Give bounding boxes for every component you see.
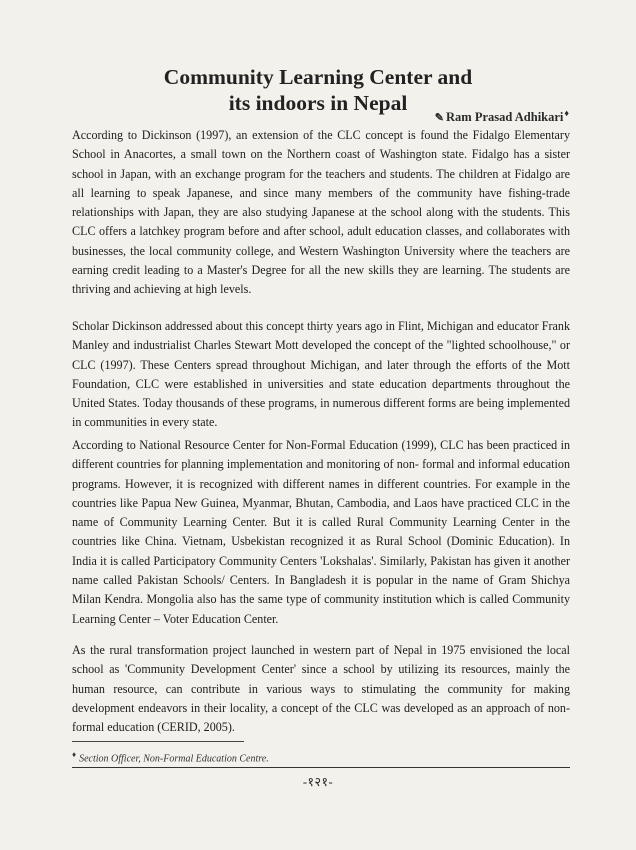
title-line-1: Community Learning Center and xyxy=(163,65,473,90)
page-number: -१२१- xyxy=(302,775,334,789)
title-line-2: its indoors in Nepal xyxy=(228,91,408,116)
paragraph-3: According to National Resource Center for Non-Formal Education (1999), CLC has been practiced in different countries for planning implementation and monitoring of non- formal and informal education programs. However, it is recognized with different names in different countries. For example in the countries like Papua New Guinea, Myanmar, Bhutan, Cambodia, and Laos have practiced CLC in the name of Community Learning Center. But it is called Rural Community Learning Center in the countries like China. Vietnam, Usbekistan recognized it as Rural School (Dominic Education). In India it is called Participatory Community Centers 'Lokshalas'. Similarly, Pakistan has given it another name called Pakistan Schools/ Centers. In Bangladesh it is popular in the name of Gram Shichya Milan Kendra. Mongolia also has the same type of community institution which is called Community Learning Center – Voter Education Center. xyxy=(72,438,570,626)
paragraph-4: As the rural transformation project launched in western part of Nepal in 1975 envisioned the local school as 'Community Development Center' since a school by utilizing its resources, mainly the human resource, can contribute in various ways to stimulating the community for making development endeavors in their locality, a concept of the CLC was developed as an approach of non-formal education (CERID, 2005). xyxy=(72,643,570,735)
footnote xyxy=(72,750,269,764)
page-bottom-rule xyxy=(72,767,570,768)
author-name: Ram Prasad Adhikari xyxy=(446,110,564,125)
paragraph-2: Scholar Dickinson addressed about this concept thirty years ago in Flint, Michigan and educator Frank Manley and industrialist Charles Stewart Mott developed the concept of the "lighted schoolhouse," or CLC (1997). These Centers spread throughout Michigan, and later through the efforts of the Mott Foundation, CLC were established in universities and state education departments throughout the United States. Today thousands of these programs, in numerous different forms are being implemented in communities in every state. xyxy=(72,319,570,430)
footnote-symbol: ♦ xyxy=(72,750,77,759)
footnote-divider xyxy=(72,741,244,742)
author-footnote-marker: ♦ xyxy=(564,108,569,118)
footnote-text: Section Officer, Non-Formal Education Centre. xyxy=(79,753,269,765)
paragraph-1: According to Dickinson (1997), an extension of the CLC concept is found the Fidalgo Elementary School in Anacortes, a small town on the Northern coast of Washington state. Fidalgo has a sister school in Japan, with an exchange program for the teachers and students. The children at Fidalgo are all learning to speak Japanese, and since many members of the community have fishing-trade relationships with Japan, they are also studying Japanese at the school along with the students. This CLC offers a latchkey program before and after school, adult education classes, and collaborates with businesses, the local community college, and Western Washington University where the teachers are earning credit leading to a Master's Degree for all the new skills they are learning. The students are thriving and achieving at high levels. xyxy=(72,128,570,297)
author-byline xyxy=(435,108,569,125)
pen-icon: ✎ xyxy=(434,112,445,125)
